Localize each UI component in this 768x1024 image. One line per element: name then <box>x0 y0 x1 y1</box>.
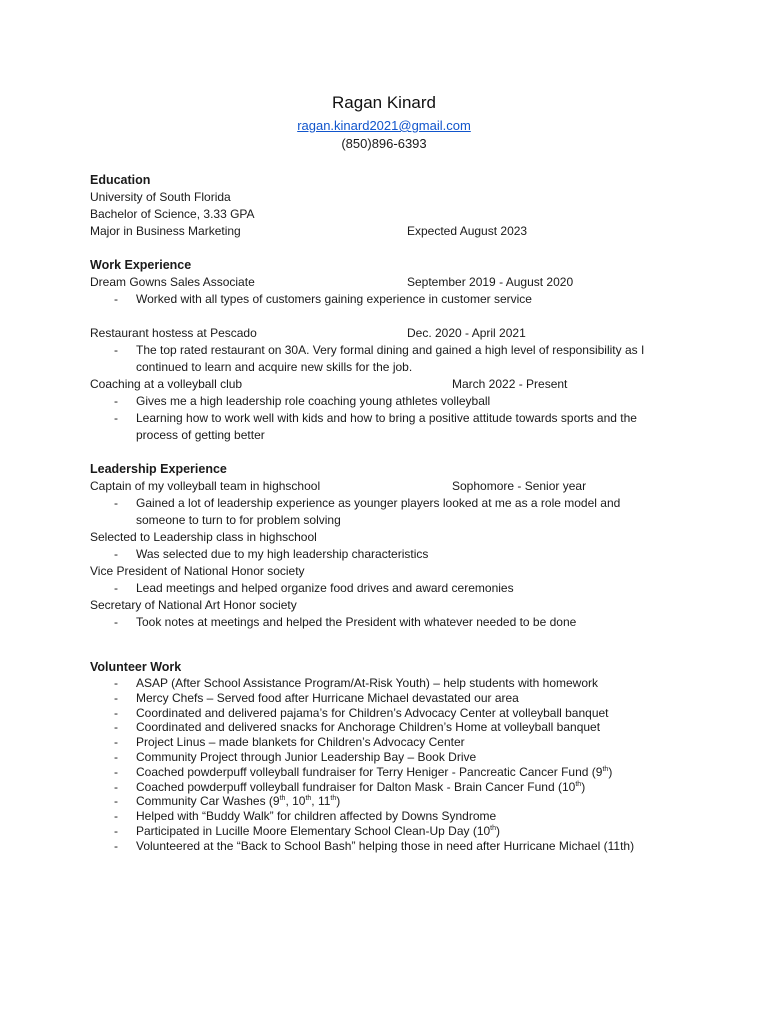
list-item: - Volunteered at the “Back to School Bash” helping those in need after Hurricane Michael (11th) <box>114 838 635 853</box>
work-heading: Work Experience <box>90 258 192 272</box>
leadership-bullet: - Gained a lot of leadership experience as younger players looked at me as a role model and someone to turn to for problem solving <box>114 496 621 527</box>
job-dates: September 2019 - August 2020 <box>407 275 574 289</box>
list-item: - Helped with “Buddy Walk” for children affected by Downs Syndrome <box>114 809 497 824</box>
list-item: - Community Car Washes (9th, 10th, 11th) <box>114 794 341 809</box>
list-item: - Coached powderpuff volleyball fundraiser for Terry Heniger - Pancreatic Cancer Fund (9th) <box>114 764 613 779</box>
leadership-title: Vice President of National Honor society <box>90 564 305 578</box>
list-item: - Mercy Chefs – Served food after Hurricane Michael devastated our area <box>114 690 519 705</box>
job-title: Restaurant hostess at Pescado <box>90 326 257 340</box>
job-title: Coaching at a volleyball club <box>90 377 243 391</box>
education-degree: Bachelor of Science, 3.33 GPA <box>90 207 255 221</box>
leadership-bullet: - Lead meetings and helped organize food drives and award ceremonies <box>114 581 514 595</box>
education-major-row <box>90 223 690 240</box>
phone-number: (850)896-6393 <box>341 136 427 151</box>
resume-name: Ragan Kinard <box>332 93 436 112</box>
education-major: Major in Business Marketing <box>90 224 241 238</box>
leadership-title: Selected to Leadership class in highschool <box>90 530 317 544</box>
job-row <box>90 325 690 342</box>
leadership-heading: Leadership Experience <box>90 462 227 476</box>
email-link[interactable]: ragan.kinard2021@gmail.com <box>297 118 471 133</box>
leadership-row <box>90 478 690 495</box>
list-item: - Participated in Lucille Moore Elementary School Clean-Up Day (10th) <box>114 823 501 838</box>
resume-body <box>90 172 690 854</box>
list-item: - Coached powderpuff volleyball fundraiser for Dalton Mask - Brain Cancer Fund (10th) <box>114 779 586 794</box>
education-school: University of South Florida <box>90 190 231 204</box>
job-bullet: - Worked with all types of customers gaining experience in customer service <box>114 292 532 306</box>
job-bullet: - Gives me a high leadership role coaching young athletes volleyball <box>114 394 491 408</box>
job-row <box>90 376 690 393</box>
leadership-title: Captain of my volleyball team in highschool <box>90 479 321 493</box>
education-expected: Expected August 2023 <box>407 224 528 238</box>
leadership-bullet: - Was selected due to my high leadership characteristics <box>114 547 429 561</box>
list-item: - ASAP (After School Assistance Program/At-Risk Youth) – help students with homework <box>114 676 598 690</box>
job-title: Dream Gowns Sales Associate <box>90 275 255 289</box>
list-item: - Coordinated and delivered snacks for Anchorage Children’s Home at volleyball banquet <box>114 720 601 735</box>
leadership-dates: Sophomore - Senior year <box>452 479 587 493</box>
leadership-title: Secretary of National Art Honor society <box>90 598 297 612</box>
job-dates: Dec. 2020 - April 2021 <box>407 326 526 340</box>
email-line <box>0 118 768 133</box>
volunteer-heading: Volunteer Work <box>90 660 182 674</box>
job-bullet: - The top rated restaurant on 30A. Very formal dining and gained a high level of responsibility as I continued to learn and acquire new skills for the job. <box>114 343 645 374</box>
volunteer-list <box>90 676 690 854</box>
job-dates: March 2022 - Present <box>452 377 568 391</box>
list-item: - Coordinated and delivered pajama’s for Children’s Advocacy Center at volleyball banquet <box>114 705 609 720</box>
list-item: - Project Linus – made blankets for Children’s Advocacy Center <box>114 735 465 750</box>
leadership-bullet: - Took notes at meetings and helped the President with whatever needed to be done <box>114 615 577 629</box>
list-item: - Community Project through Junior Leadership Bay – Book Drive <box>114 749 477 764</box>
job-row <box>90 274 690 291</box>
education-heading: Education <box>90 173 151 187</box>
job-bullet: - Learning how to work well with kids and how to bring a positive attitude towards sports and the process of getting better <box>114 411 637 442</box>
